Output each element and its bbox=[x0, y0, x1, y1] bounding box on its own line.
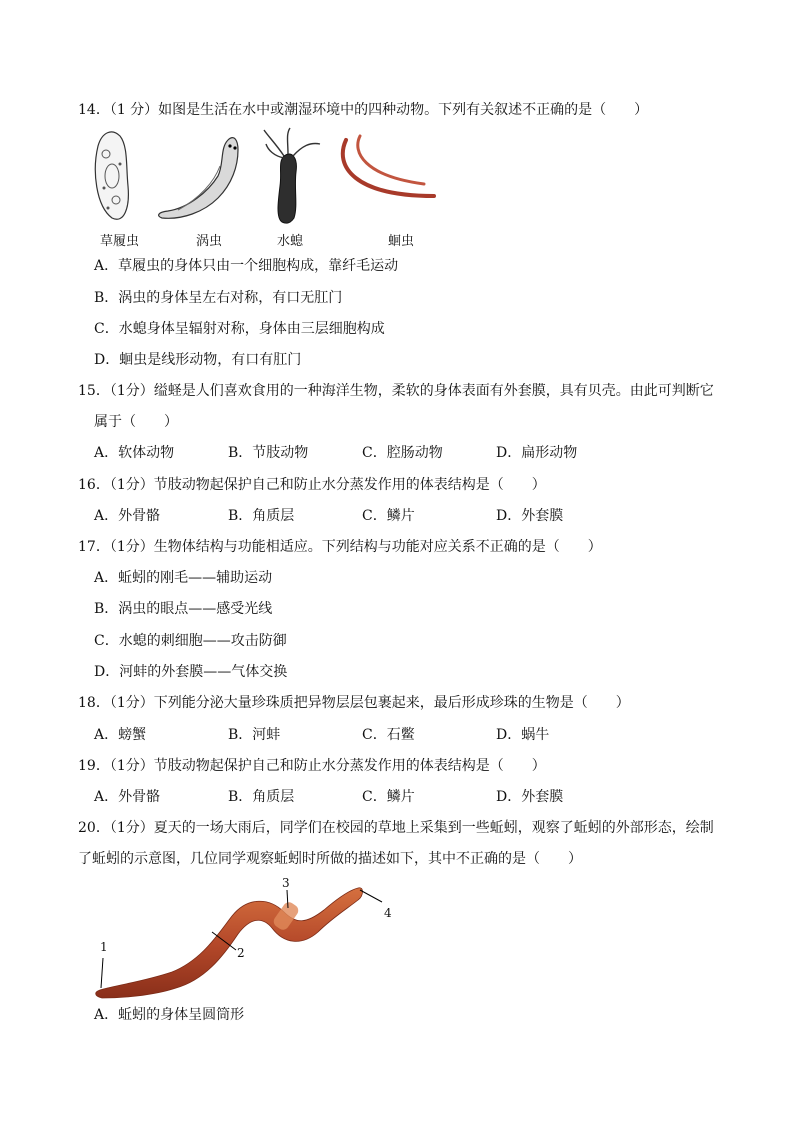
q19-option-c: C．鳞片 bbox=[362, 789, 415, 805]
q18-option-d: D．蜗牛 bbox=[496, 727, 550, 743]
caption-paramecium: 草履虫 bbox=[100, 234, 140, 249]
q18-option-a: A．螃蟹 bbox=[94, 727, 147, 743]
caption-planarian: 涡虫 bbox=[196, 234, 223, 249]
q20-option-a: A．蚯蚓的身体呈圆筒形 bbox=[94, 1007, 245, 1023]
q16-option-b: B．角质层 bbox=[228, 508, 295, 524]
q14-option-b: B．涡虫的身体呈左右对称，有口无肛门 bbox=[94, 290, 343, 306]
q15-option-c: C．腔肠动物 bbox=[362, 445, 443, 461]
q15-option-b: B．节肢动物 bbox=[228, 445, 309, 461]
q18-option-c: C．石鳖 bbox=[362, 727, 415, 743]
earthworm-label-3: 3 bbox=[282, 876, 290, 890]
q14-figure bbox=[88, 126, 448, 226]
q14-option-d: D．蛔虫是线形动物，有口有肛门 bbox=[94, 352, 302, 368]
q19-options bbox=[94, 788, 630, 806]
q15-stem-line2: 属于（ ） bbox=[94, 414, 178, 430]
roundworm-drawing bbox=[343, 136, 434, 196]
q15-stem-line1: 15．（1分）缢蛏是人们喜欢食用的一种海洋生物，柔软的身体表面有外套膜，具有贝壳。由此可判断它 bbox=[78, 383, 714, 399]
q16-option-a: A．外骨骼 bbox=[94, 508, 161, 524]
q14-option-c: C．水螅身体呈辐射对称，身体由三层细胞构成 bbox=[94, 321, 385, 337]
q19-stem: 19．（1分）节肢动物起保护自己和防止水分蒸发作用的体表结构是（ ） bbox=[78, 758, 546, 774]
q18-option-b: B．河蚌 bbox=[228, 727, 281, 743]
q17-option-d: D．河蚌的外套膜——气体交换 bbox=[94, 664, 288, 680]
caption-hydra: 水螅 bbox=[277, 234, 304, 249]
q17-stem: 17．（1分）生物体结构与功能相适应。下列结构与功能对应关系不正确的是（ ） bbox=[78, 539, 602, 555]
q18-options bbox=[94, 726, 630, 744]
q15-option-d: D．扁形动物 bbox=[496, 445, 578, 461]
q14-option-a: A．草履虫的身体只由一个细胞构成，靠纤毛运动 bbox=[94, 258, 399, 274]
q19-option-d: D．外套膜 bbox=[496, 789, 564, 805]
q14-stem: 14．（1 分）如图是生活在水中或潮湿环境中的四种动物。下列有关叙述不正确的是（ ） bbox=[78, 102, 649, 118]
earthworm-label-2: 2 bbox=[237, 946, 245, 960]
planarian-drawing bbox=[159, 138, 238, 219]
q15-options bbox=[94, 444, 630, 462]
paramecium-drawing bbox=[95, 132, 128, 219]
q17-option-c: C．水螅的刺细胞——攻击防御 bbox=[94, 633, 287, 649]
earthworm-label-1: 1 bbox=[100, 940, 108, 954]
q19-option-a: A．外骨骼 bbox=[94, 789, 161, 805]
q20-stem-line2: 了蚯蚓的示意图，几位同学观察蚯蚓时所做的描述如下，其中不正确的是（ ） bbox=[78, 851, 582, 867]
q15-option-a: A．软体动物 bbox=[94, 445, 175, 461]
q19-option-b: B．角质层 bbox=[228, 789, 295, 805]
q17-option-a: A．蚯蚓的刚毛——辅助运动 bbox=[94, 570, 273, 586]
earthworm-label-4: 4 bbox=[384, 906, 392, 920]
caption-roundworm: 蛔虫 bbox=[388, 234, 415, 249]
q16-stem: 16．（1分）节肢动物起保护自己和防止水分蒸发作用的体表结构是（ ） bbox=[78, 477, 546, 493]
earthworm-figure bbox=[92, 872, 392, 1000]
q16-options bbox=[94, 507, 630, 525]
q16-option-c: C．鳞片 bbox=[362, 508, 415, 524]
q20-stem-line1: 20．（1分）夏天的一场大雨后，同学们在校园的草地上采集到一些蚯蚓，观察了蚯蚓的外部形态，绘制 bbox=[78, 820, 714, 836]
hydra-drawing bbox=[264, 128, 320, 223]
q16-option-d: D．外套膜 bbox=[496, 508, 564, 524]
earthworm-body bbox=[96, 888, 363, 998]
q17-option-b: B．涡虫的眼点——感受光线 bbox=[94, 601, 273, 617]
q18-stem: 18．（1分）下列能分泌大量珍珠质把异物层层包裹起来，最后形成珍珠的生物是（ ） bbox=[78, 695, 630, 711]
